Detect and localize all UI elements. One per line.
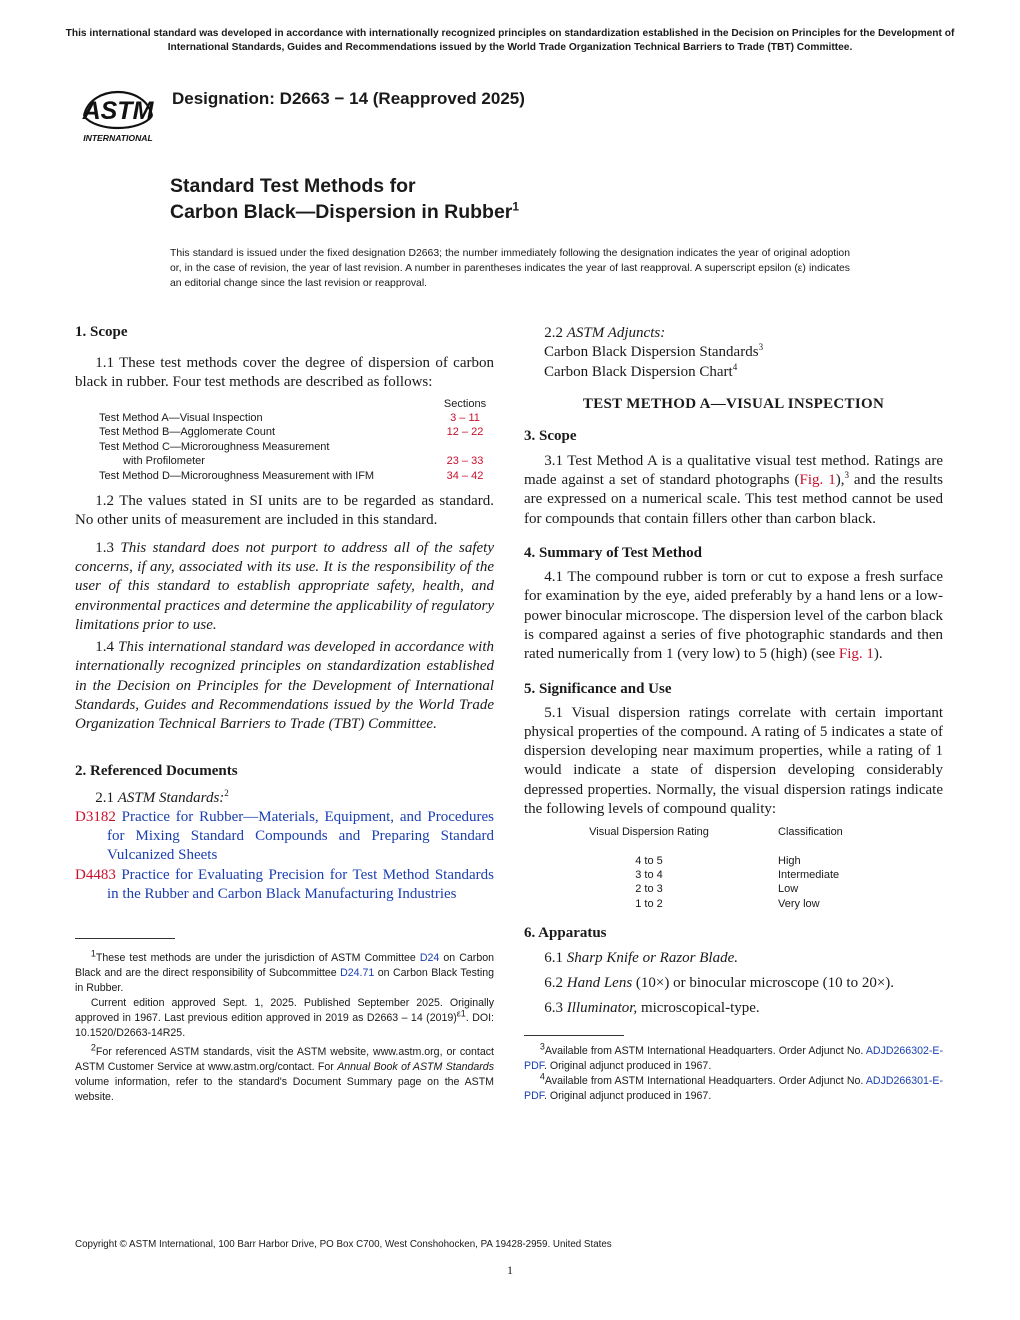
para-2-2: 2.2 ASTM Adjuncts: [544,325,666,341]
adjunct-link[interactable]: ADJD266302-E-PDF [524,1044,943,1072]
sections-header: Sections [443,397,487,410]
method-a-heading: TEST METHOD A—VISUAL INSPECTION [582,395,885,412]
right-column [524,322,943,1104]
methods-table [75,397,494,483]
left-column [75,322,494,1105]
fig-1-link[interactable]: Fig. 1 [799,472,836,489]
document-title [170,173,519,225]
footnote-divider [75,938,175,939]
classification-col-header: Classification [778,826,843,839]
table-row: 3 to 4 Intermediate [635,868,840,881]
para-3-1: 3.1 Test Method A is a qualitative visual test method. Ratings are made against a set of standard photographs (Fig. 1),$^3$ and the results are expressed on a numerical scale. This test method cannot be used for compounds that contain fillers other than carbon black. [524,452,943,527]
title-line-2: Carbon Black—Dispersion in Rubber$^1$ [170,199,520,223]
para-1-3: 1.3 This standard does not purport to address all of the safety concerns, if any, associated with its use. It is the responsibility of the user of this standard to establish appropriate safety, health, and environmental practices and determine the applicability of regulatory limitations prior to use. [75,539,495,633]
footnote-1: $^1$These test methods are under the jurisdiction of ASTM Committee D24 on Carbon Black and are the direct responsibility of Subcommittee D24.71 on Carbon Black Testing in Rubber. [75,948,495,995]
toc-sections-link[interactable]: 34 – 42 [446,469,484,482]
toc-row: Test Method C—Microroughness Measurement [99,440,330,453]
ref-d3182 [75,808,494,866]
section-heading-significance: 5. Significance and Use [524,680,672,697]
toc-sections-link[interactable]: 3 – 11 [450,412,480,424]
table-row: 2 to 3 Low [635,883,799,896]
toc-row: Test Method D—Microroughness Measurement with IFM 34 – 42 [75,469,494,483]
ref-title-link[interactable]: Practice for Rubber—Materials, Equipment, and Procedures for Mixing Standard Compounds and Preparing Standard Vulcanized Sheets [107,808,494,864]
adjunct-2: Carbon Black Dispersion Chart$^4$ [544,361,738,380]
copyright: Copyright © ASTM International, 100 Barr Harbor Drive, PO Box C700, West Conshohocken, PA 19428-2959. United States [75,1239,612,1250]
ref-code-link[interactable]: D4483 [75,866,116,883]
para-6-2: 6.2 Hand Lens (10×) or binocular microscope (10 to 20×). [544,975,895,992]
para-1-2: 1.2 The values stated in SI units are to be regarded as standard. No other units of measurement are included in this standard. [75,493,494,529]
section-heading-scope-3: 3. Scope [524,427,577,444]
para-6-1: 6.1 Sharp Knife or Razor Blade. [544,949,738,966]
designation: Designation: D2663 − 14 (Reapproved 2025) [172,89,525,108]
footnote-2: $^2$For referenced ASTM standards, visit the ASTM website, www.astm.org, or contact ASTM Customer Service at www.astm.org/contact. For Annual Book of ASTM Standards volume information, refer to the standard's Document Summary page on the ASTM website. [75,1042,494,1104]
table-row: 1 to 2 Very low [635,897,820,910]
footnote-4: $^4$Available from ASTM International Headquarters. Order Adjunct No. ADJD266301-E-PDF. Original adjunct produced in 1967. [524,1071,943,1102]
toc-sections-link[interactable]: 23 – 33 [446,455,484,468]
para-5-1: 5.1 Visual dispersion ratings correlate with certain important physical properties of the compound. A rating of 5 indicates a state of dispersion developing near maximum properties, while a rating of 1 would indicate a state of dispersion developing considerably depressed properties. Normally, the visual dispersion ratings indicate the following levels of compound quality: [524,704,943,818]
rating-col-header: Visual Dispersion Rating [589,826,709,839]
title-line-1: Standard Test Methods for [170,175,416,197]
ref-title-link[interactable]: Practice for Evaluating Precision for Test Method Standards in the Rubber and Carbon Black Manufacturing Industries [107,866,494,903]
committee-link[interactable]: D24 [419,952,440,965]
footnote-3: $^3$Available from ASTM International Headquarters. Order Adjunct No. ADJD266302-E-PDF. Original adjunct produced in 1967. [524,1041,943,1072]
ref-code-link[interactable]: D3182 [75,808,116,825]
section-heading-apparatus: 6. Apparatus [524,924,607,941]
para-4-1: 4.1 The compound rubber is torn or cut to expose a fresh surface for examination by the eye, aided preferably by a hand lens or a low-power binocular microscope. The dispersion level of the carbon black is compared against a series of five photographic standards and then rated numerically from 1 (very low) to 5 (high) (see Fig. 1). [524,569,943,663]
para-2-1: 2.1 ASTM Standards:$^2$ [95,787,229,806]
para-1-1: 1.1 These test methods cover the degree of dispersion of carbon black in rubber. Four test methods are described as follows: [75,355,494,391]
para-1-4: 1.4 This international standard was developed in accordance with internationally recognized principles on standardization established in the Decision on Principles for the Development of International Standards, Guides and Recommendations issued by the World Trade Organization Technical Barriers to Trade (TBT) Committee. [75,639,494,733]
astm-logo [76,76,160,146]
para-6-3: 6.3 Illuminator, microscopical-type. [544,1000,760,1017]
section-heading-scope: 1. Scope [75,324,128,340]
section-heading-summary: 4. Summary of Test Method [524,545,702,562]
adjunct-1: Carbon Black Dispersion Standards$^3$ [544,342,764,361]
page-number: 1 [507,1263,513,1277]
title-footnote-ref: 1 [512,199,520,214]
logo-international: INTERNATIONAL [83,133,153,143]
standard-notice: This international standard was developed in accordance with internationally recognized principles on standardization established in the Decision on Principles for the Development of International Standards, Guides and Recommendations issued by the World Trade Organization Technical Barriers to Trade (TBT) Committee. [65,28,955,53]
fig-1-link[interactable]: Fig. 1 [838,646,874,663]
footnote-1-edition: Current edition approved Sept. 1, 2025. Published September 2025. Originally approved in 1967. Last previous edition approved in 2019 as D2663 – 14 $(2019)^{\varepsilon 1}$. DOI: 10.1520/D2663-14R25. [75,997,495,1040]
rating-table [524,825,943,910]
ref-d4483 [75,866,494,905]
subcommittee-link[interactable]: D24.71 [340,967,375,980]
issued-note: This standard is issued under the fixed designation D2663; the number immediately following the designation indicates the year of original adoption or, in the case of revision, the year of last revision. A number in parentheses indicates the year of last reapproval. A superscript epsilon (ε) indicates an editorial change since the last revision or reapproval. [170,248,850,289]
toc-row: Test Method B—Agglomerate Count 12 – 22 [75,425,494,439]
table-row: 4 to 5 High [635,854,801,867]
section-heading-referenced-documents: 2. Referenced Documents [75,762,238,779]
adjunct-link[interactable]: ADJD266301-E-PDF [524,1074,943,1102]
toc-sections-link[interactable]: 12 – 22 [446,426,484,439]
toc-row: with Profilometer 23 – 33 [75,454,494,468]
footnote-divider [524,1035,624,1036]
toc-row: Test Method A—Visual Inspection 3 – 11 [75,411,494,425]
logo-wordmark: ASTM [82,97,154,125]
